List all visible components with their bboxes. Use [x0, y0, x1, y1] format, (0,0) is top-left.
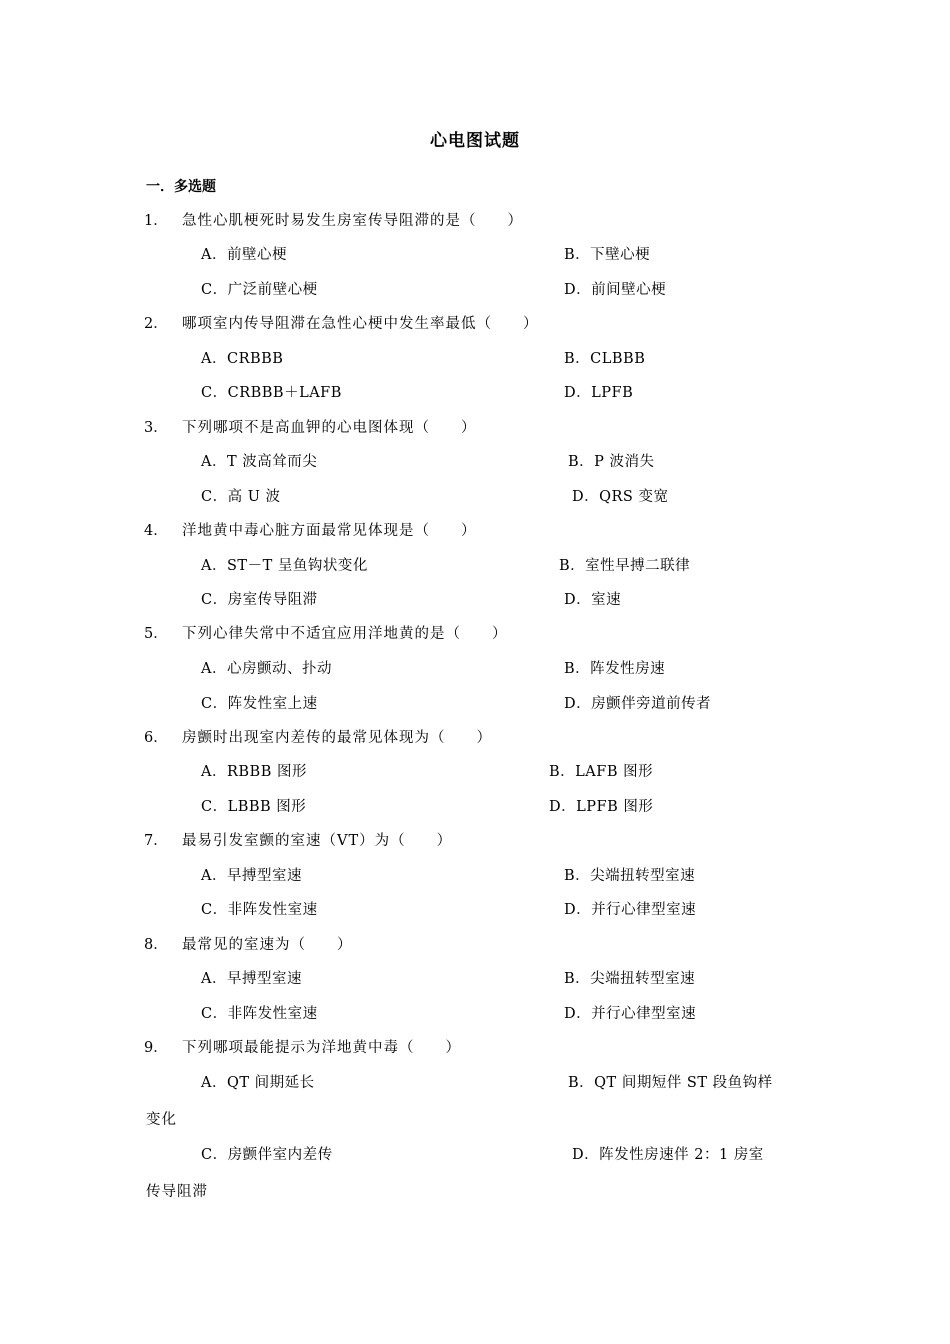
question-5: [0, 622, 950, 646]
option-d: D．前间壁心梗: [564, 282, 667, 298]
option-c: C．房室传导阻滞: [201, 592, 318, 608]
option-d: D．室速: [564, 592, 622, 608]
option-b: B．下壁心梗: [564, 247, 651, 263]
options-row: [0, 760, 950, 784]
option-b: B．CLBBB: [564, 351, 646, 367]
question-text: 下列哪项不是高血钾的心电图体现（ ）: [182, 420, 477, 436]
option-a: A．前壁心梗: [201, 247, 287, 263]
page-title: 心电图试题: [430, 131, 520, 151]
question-text: 洋地黄中毒心脏方面最常见体现是（ ）: [182, 523, 477, 539]
option-b: B．P 波消失: [568, 454, 655, 470]
option-b-continuation: 变化: [146, 1112, 177, 1128]
option-d-continuation: 传导阻滞: [146, 1184, 208, 1200]
options-row: [0, 243, 950, 267]
question-number: 7．: [144, 833, 168, 849]
question-text: 下列哪项最能提示为洋地黄中毒（ ）: [182, 1040, 461, 1056]
option-d: D．阵发性房速伴 2：1 房室: [572, 1147, 764, 1163]
question-text: 房颤时出现室内差传的最常见体现为（ ）: [182, 730, 492, 746]
question-4: [0, 519, 950, 543]
options-row: [0, 692, 950, 716]
option-a: A．CRBBB: [201, 351, 284, 367]
option-c: C．高 U 波: [201, 489, 281, 505]
option-a: A．早搏型室速: [201, 971, 302, 987]
question-number: 5．: [144, 626, 168, 642]
option-a: A．T 波高耸而尖: [201, 454, 318, 470]
option-d: D．LPFB 图形: [549, 799, 654, 815]
question-text: 下列心律失常中不适宜应用洋地黄的是（ ）: [182, 626, 508, 642]
option-b: B．尖端扭转型室速: [564, 868, 696, 884]
question-text: 急性心肌梗死时易发生房室传导阻滞的是（ ）: [182, 213, 523, 229]
option-c: C．房颤伴室内差传: [201, 1147, 333, 1163]
section-heading: 一．多选题: [146, 179, 216, 195]
option-c: C．CRBBB＋LAFB: [201, 385, 342, 401]
option-c: C．非阵发性室速: [201, 1006, 318, 1022]
question-number: 2．: [144, 316, 168, 332]
question-2: [0, 312, 950, 336]
option-c: C．非阵发性室速: [201, 902, 318, 918]
question-number: 8．: [144, 937, 168, 953]
option-b: B．LAFB 图形: [549, 764, 654, 780]
options-row: [0, 898, 950, 922]
question-7: [0, 829, 950, 853]
question-text: 最常见的室速为（ ）: [182, 937, 353, 953]
option-d: D．LPFB: [564, 385, 634, 401]
option-c: C．LBBB 图形: [201, 799, 307, 815]
options-row: [0, 864, 950, 888]
option-d: D．房颤伴旁道前传者: [564, 696, 712, 712]
options-row: [0, 795, 950, 819]
option-a: A．早搏型室速: [201, 868, 302, 884]
option-d: D．并行心律型室速: [564, 902, 697, 918]
question-number: 4．: [144, 523, 168, 539]
question-1: [0, 209, 950, 233]
option-c: C．阵发性室上速: [201, 696, 318, 712]
option-a: A．QT 间期延长: [201, 1075, 315, 1091]
options-row: [0, 1002, 950, 1026]
option-a: A．RBBB 图形: [201, 764, 307, 780]
option-b: B．QT 间期短伴 ST 段鱼钩样: [568, 1075, 773, 1091]
question-text: 最易引发室颤的室速（VT）为（ ）: [182, 833, 453, 849]
options-row: [0, 1143, 950, 1167]
options-row: [0, 450, 950, 474]
options-row: [0, 381, 950, 405]
option-b: B．室性早搏二联律: [559, 558, 691, 574]
option-c: C．广泛前壁心梗: [201, 282, 318, 298]
options-row: [0, 1071, 950, 1095]
question-text: 哪项室内传导阻滞在急性心梗中发生率最低（ ）: [182, 316, 539, 332]
question-3: [0, 416, 950, 440]
question-6: [0, 726, 950, 750]
options-row: [0, 554, 950, 578]
question-number: 3．: [144, 420, 168, 436]
options-row: [0, 278, 950, 302]
options-row: [0, 657, 950, 681]
question-number: 9．: [144, 1040, 168, 1056]
option-b: B．阵发性房速: [564, 661, 666, 677]
options-row: [0, 588, 950, 612]
options-row: [0, 347, 950, 371]
option-b: B．尖端扭转型室速: [564, 971, 696, 987]
question-8: [0, 933, 950, 957]
options-row: [0, 485, 950, 509]
option-d: D．QRS 变宽: [572, 489, 669, 505]
question-number: 1．: [144, 213, 168, 229]
option-a: A．ST－T 呈鱼钩状变化: [201, 558, 368, 574]
question-9: [0, 1036, 950, 1060]
option-d: D．并行心律型室速: [564, 1006, 697, 1022]
option-a: A．心房颤动、扑动: [201, 661, 332, 677]
options-row: [0, 967, 950, 991]
question-number: 6．: [144, 730, 168, 746]
